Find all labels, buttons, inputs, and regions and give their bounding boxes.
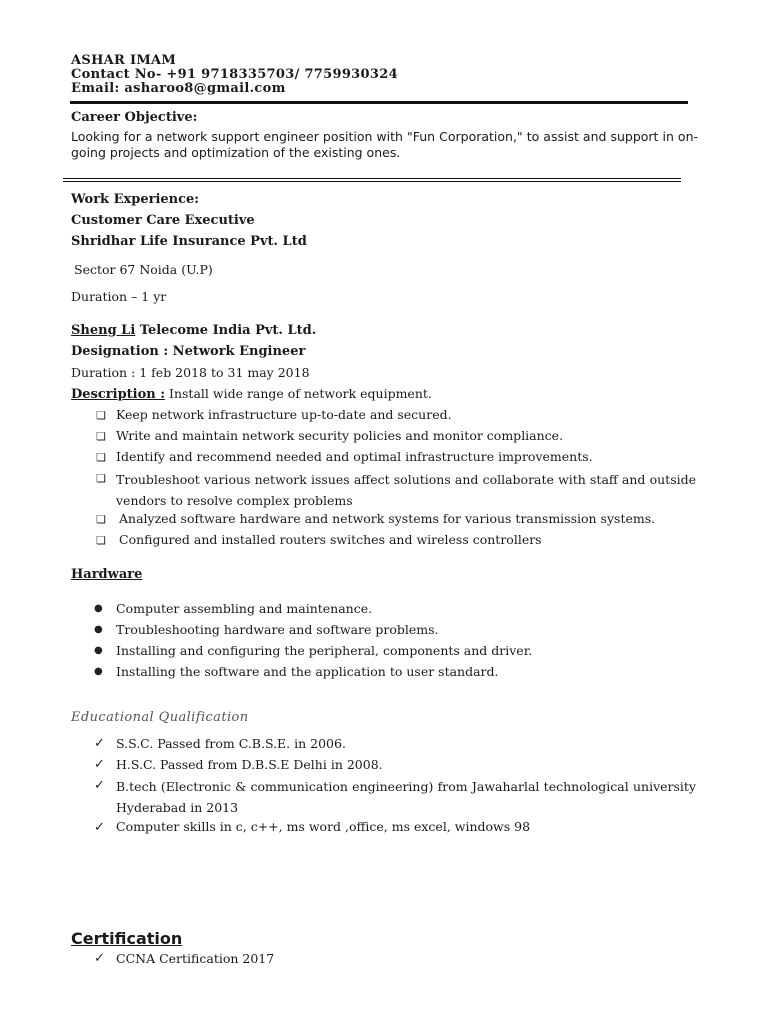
dot-bullet-icon: ●: [94, 624, 103, 635]
job1-duration: Duration – 1 yr: [71, 289, 167, 304]
description-text: Install wide range of network equipment.: [165, 386, 432, 401]
job1-location: Sector 67 Noida (U.P): [74, 262, 213, 277]
job1-company: Shridhar Life Insurance Pvt. Ltd: [71, 234, 307, 249]
check-icon: ✓: [94, 820, 105, 835]
hardware-item: Installing the software and the application to user standard.: [116, 664, 499, 679]
job2-description: [71, 386, 432, 402]
description-label: Description :: [71, 387, 166, 402]
square-bullet-icon: ❏: [96, 451, 106, 464]
education-heading: Educational Qualification: [71, 710, 249, 725]
candidate-name: ASHAR IMAM: [71, 53, 177, 68]
education-item: H.S.C. Passed from D.B.S.E Delhi in 2008.: [116, 757, 383, 772]
education-item: S.S.C. Passed from C.B.S.E. in 2006.: [116, 736, 346, 751]
job1-title: Customer Care Executive: [71, 213, 255, 228]
dot-bullet-icon: ●: [94, 645, 103, 656]
certification-heading: Certification: [71, 929, 183, 948]
duty-item: Keep network infrastructure up-to-date and secured.: [116, 407, 452, 422]
square-bullet-icon: ❏: [96, 409, 106, 422]
job2-company-underlined: Sheng Li: [71, 323, 136, 338]
job2-designation: Designation : Network Engineer: [71, 344, 306, 359]
duty-item: Identify and recommend needed and optimal infrastructure improvements.: [116, 449, 593, 464]
duty-item: Write and maintain network security policies and monitor compliance.: [116, 428, 564, 443]
certification-item: CCNA Certification 2017: [116, 951, 275, 966]
job2-company: [71, 323, 316, 338]
check-icon: ✓: [94, 778, 105, 793]
job2-company-rest: Telecome India Pvt. Ltd.: [135, 323, 317, 338]
duty-item: Analyzed software hardware and network systems for various transmission systems.: [119, 511, 656, 526]
hardware-item: Computer assembling and maintenance.: [116, 601, 373, 616]
square-bullet-icon: ❏: [96, 430, 106, 443]
contact-number: Contact No- +91 9718335703/ 7759930324: [71, 67, 398, 82]
duty-item: Configured and installed routers switches and wireless controllers: [119, 532, 542, 547]
square-bullet-icon: ❏: [96, 513, 106, 526]
career-objective-text: Looking for a network support engineer position with "Fun Corporation," to assist and support in on-going projects and optimization of the existing ones.: [71, 129, 698, 160]
work-experience-heading: Work Experience:: [71, 192, 200, 207]
square-bullet-icon: ❏: [96, 534, 106, 547]
education-item: Computer skills in c, c++, ms word ,office, ms excel, windows 98: [116, 819, 531, 834]
square-bullet-icon: ❏: [96, 472, 106, 485]
header-divider: [70, 101, 688, 104]
education-item: B.tech (Electronic & communication engineering) from Jawaharlal technological university Hyderabad in 2013: [116, 779, 696, 815]
hardware-item: Installing and configuring the peripheral, components and driver.: [116, 643, 533, 658]
dot-bullet-icon: ●: [94, 603, 103, 614]
career-objective-heading: Career Objective:: [71, 110, 198, 125]
check-icon: ✓: [94, 736, 105, 751]
section-divider-bottom: [63, 181, 681, 182]
hardware-heading: Hardware: [71, 567, 143, 582]
check-icon: ✓: [94, 757, 105, 772]
job2-duration: Duration : 1 feb 2018 to 31 may 2018: [71, 365, 310, 380]
dot-bullet-icon: ●: [94, 666, 103, 677]
hardware-item: Troubleshooting hardware and software problems.: [116, 622, 439, 637]
duty-item: Troubleshoot various network issues affect solutions and collaborate with staff and outside vendors to resolve complex problems: [116, 472, 696, 508]
section-divider-top: [63, 178, 681, 179]
email: Email: asharoo8@gmail.com: [71, 81, 286, 96]
check-icon: ✓: [94, 951, 105, 966]
